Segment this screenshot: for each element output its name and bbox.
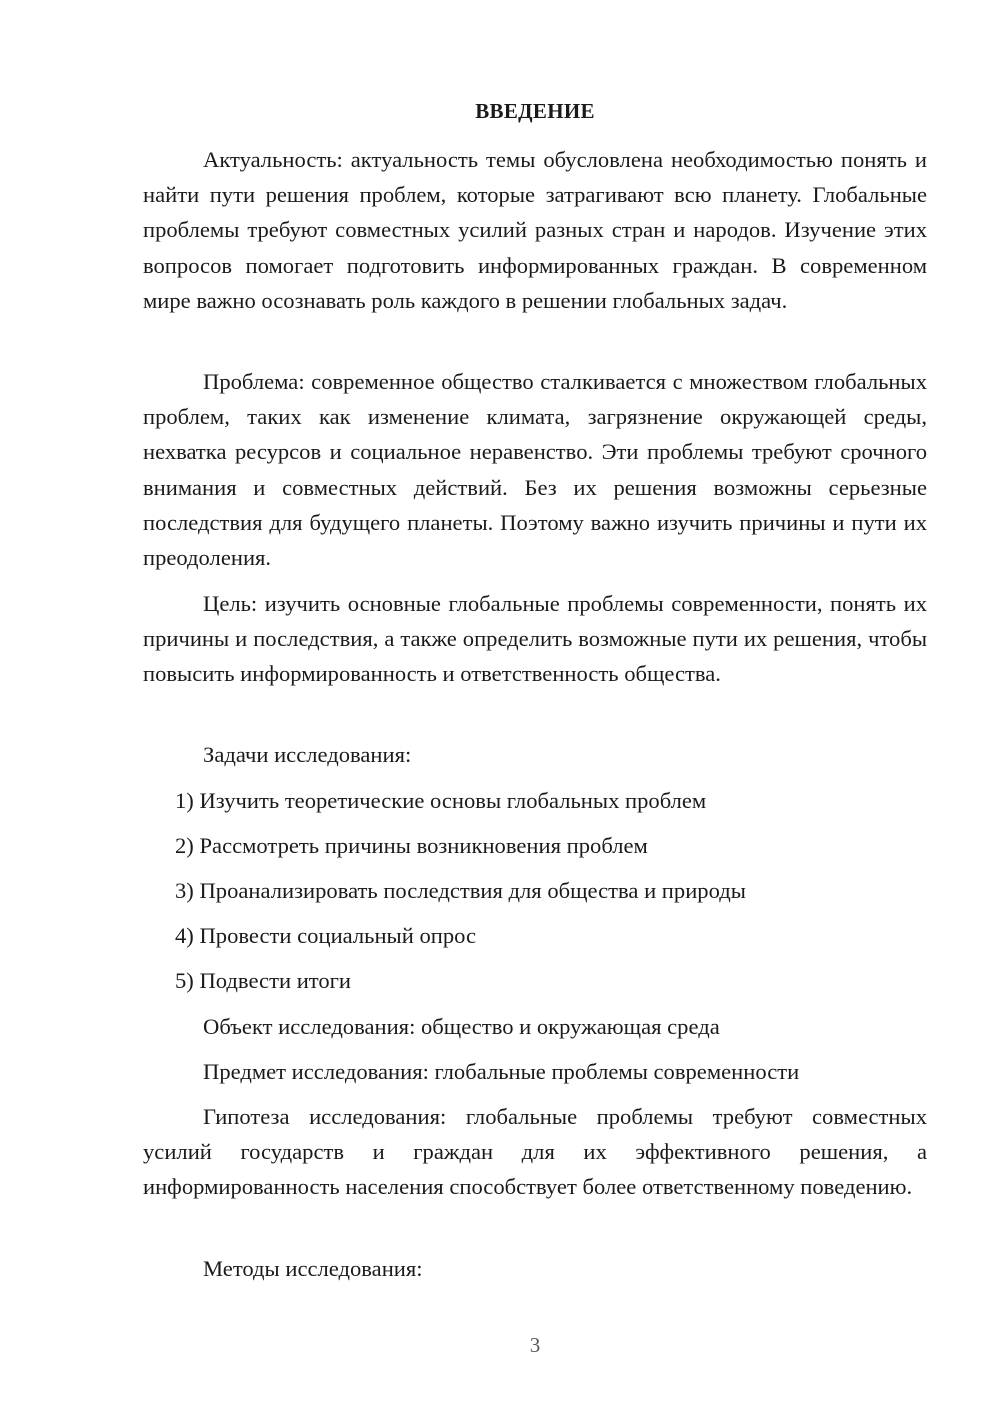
tasks-heading: Задачи исследования: — [203, 742, 412, 767]
relevance-paragraph: Актуальность: актуальность темы обусловлена необходимостью понять и найти пути решения проблем, которые затрагивают всю планету. Глобальные проблемы требуют совместных усилий разных стран и народов. Изучение этих вопросов помогает подготовить информированных граждан. В современном мире важно осознавать роль каждого в решении глобальных задач. — [143, 147, 927, 313]
task-item: 5) Подвести итоги — [175, 968, 352, 993]
goal-paragraph: Цель: изучить основные глобальные проблемы современности, понять их причины и последствия, а также определить возможные пути их решения, чтобы повысить информированность и ответственность общества. — [143, 591, 927, 687]
document-page — [143, 0, 927, 1414]
task-item: 4) Провести социальный опрос — [175, 923, 477, 948]
task-item: 3) Проанализировать последствия для общества и природы — [175, 878, 746, 903]
research-subject: Предмет исследования: глобальные проблемы современности — [203, 1059, 800, 1084]
methods-heading: Методы исследования: — [203, 1256, 423, 1281]
page-number: 3 — [529, 1333, 541, 1357]
task-item: 1) Изучить теоретические основы глобальных проблем — [175, 788, 707, 813]
research-object: Объект исследования: общество и окружающая среда — [203, 1014, 720, 1039]
hypothesis-paragraph: Гипотеза исследования: глобальные проблемы требуют совместных усилий государств и граждан для их эффективного решения, а информированность населения способствует более ответственному поведению. — [143, 1104, 927, 1200]
section-title: ВВЕДЕНИЕ — [475, 99, 595, 123]
task-item: 2) Рассмотреть причины возникновения проблем — [175, 833, 648, 858]
problem-paragraph: Проблема: современное общество сталкивается с множеством глобальных проблем, таких как изменение климата, загрязнение окружающей среды, нехватка ресурсов и социальное неравенство. Эти проблемы требуют срочного внимания и совместных действий. Без их решения возможны серьезные последствия для будущего планеты. Поэтому важно изучить причины и пути их преодоления. — [143, 369, 927, 571]
